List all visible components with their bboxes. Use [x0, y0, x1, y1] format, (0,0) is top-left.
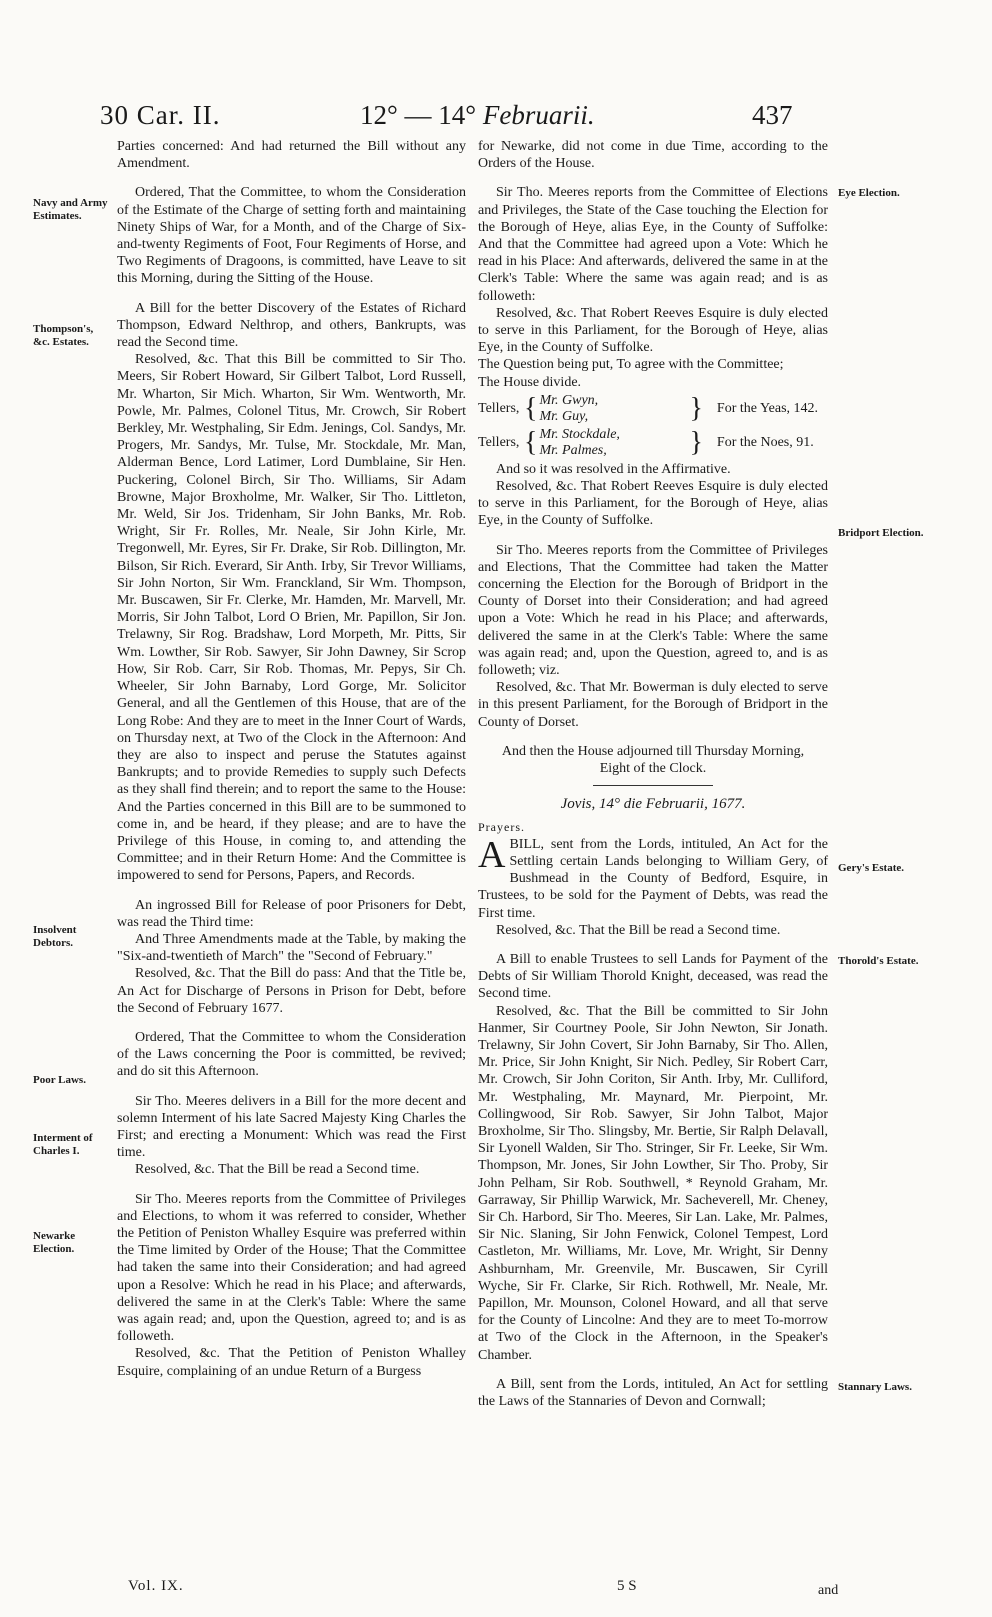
side-note-poor: Poor Laws.	[33, 1074, 86, 1086]
teller: Mr. Stockdale,	[539, 426, 620, 442]
signature-mark: 5 S	[617, 1578, 637, 1594]
paragraph: Resolved, &c. That the Petition of Peniston Whalley Esquire, complaining of an undue Return of a Burgess	[117, 1346, 466, 1379]
right-brace-icon: }	[689, 392, 703, 424]
left-column	[117, 138, 466, 1380]
paragraph: Resolved, &c. That the Bill be read a Second time.	[496, 922, 781, 938]
tellers-noes	[478, 427, 828, 459]
side-note-thorold: Thorold's Estate.	[838, 955, 919, 967]
paragraph: The House divide.	[478, 374, 582, 390]
side-note-eye: Eye Election.	[838, 187, 900, 199]
paragraph: And so it was resolved in the Affirmative.	[496, 461, 731, 477]
paragraph: Ordered, That the Committee, to whom the Consideration of the Estimate of the Charge of setting forth and maintaining Ninety Ships of War, for a Month, and of the Charge of Six-and-twenty Regiments of Foot, Four Regiments of Horse, and Two Regiments of Dragoons, is committed, have Leave to sit this Morning, during the Sitting of the House.	[117, 185, 466, 287]
prayers-heading: Prayers.	[478, 819, 525, 834]
paragraph: And Three Amendments made at the Table, by making the "Six-and-twentieth of March" the "Second of February."	[117, 931, 466, 965]
side-note-navy: Navy and Army Estimates.	[33, 197, 108, 222]
paragraph: for Newarke, did not come in due Time, according to the Orders of the House.	[478, 139, 828, 172]
paragraph: The Question being put, To agree with the Committee;	[478, 357, 784, 373]
volume-label: Vol. IX.	[128, 1578, 184, 1594]
paragraph: Sir Tho. Meeres reports from the Committee of Elections and Privileges, the State of the Case touching the Election for the Borough of Heye, alias Eye, in the County of Suffolke: And that the Committee had agreed upon a Vote: Which he read in his Place: And afterwards, delivered the same in at the Clerk's Table: Where the same was again read; and is as followeth:	[478, 185, 828, 304]
teller: Mr. Palmes,	[539, 442, 607, 458]
paragraph: Parties concerned: And had returned the Bill without any Amendment.	[117, 139, 466, 172]
tellers-yeas	[478, 393, 828, 425]
paragraph	[478, 833, 828, 922]
yeas-count: For the Yeas, 142.	[716, 401, 819, 417]
paragraph: An ingrossed Bill for Release of poor Prisoners for Debt, was read the Third time:	[117, 897, 466, 930]
paragraph: A Bill, sent from the Lords, intituled, An Act for settling the Laws of the Stannaries of Devon and Cornwall;	[478, 1376, 828, 1409]
header-dates	[360, 100, 595, 131]
paragraph: Sir Tho. Meeres reports from the Committee of Privileges and Elections, to whom it was referred to consider, Whether the Petition of Peniston Whalley Esquire was preferred within the Time limited by Order of the House; That the Committee had taken the same into their Consideration; and had agreed upon a Resolve: Which he read in his Place; and afterwards, delivered the same in at the Clerk's Table: Where the same was again read; and, upon the Question, agreed to; and is as followeth.	[117, 1191, 466, 1345]
side-note-bridport: Bridport Election.	[838, 527, 924, 539]
paragraph: Resolved, &c. That Mr. Bowerman is duly elected to serve in this present Parliament, for the Borough of Bridport in the County of Dorset.	[478, 680, 828, 730]
divider	[593, 785, 713, 786]
side-note-gery: Gery's Estate.	[838, 862, 904, 874]
teller-names	[539, 393, 689, 425]
paragraph: Resolved, &c. That Robert Reeves Esquire is duly elected to serve in this Parliament, for the Borough of Heye, alias Eye, in the County of Suffolke.	[478, 479, 828, 529]
noes-count: For the Noes, 91.	[716, 435, 814, 451]
left-brace-icon: {	[524, 426, 538, 458]
regnal-year: 30 Car. II.	[100, 100, 221, 130]
tellers-label: Tellers,	[478, 435, 520, 451]
page-number: 437	[752, 100, 793, 130]
left-brace-icon: {	[524, 392, 538, 424]
adjournment: And then the House adjourned till Thursday Morning, Eight of the Clock.	[501, 743, 805, 777]
paragraph: Resolved, &c. That the Bill be committed to Sir John Hanmer, Sir Courtney Poole, Sir John Newton, Sir Jonath. Trelawny, Sir John Covert, Sir John Barnaby, Sir Tho. Allen, Mr. Price, Sir John Knight, Sir Nich. Pedley, Sir Robert Carr, Mr. Crowch, Sir John Coriton, Sir Anth. Irby, Mr. Culliford, Mr. Westphaling, Mr. Maynard, Mr. Pierpoint, Mr. Collingwood, Sir Rob. Sawyer, Sir John Talbot, Major Broxholme, Sir Tho. Slingsby, Mr. Bertie, Sir Ralph Delavall, Sir Lyonell Walden, Sir Tho. Stringer, Sir Fr. Leeke, Sir Wm. Thompson, Mr. Jones, Sir John Lowther, Sir Tho. Proby, Sir John Pelham, Sir Rob. Southwell, * Reynold Graham, Mr. Garraway, Sir Phillip Warwick, Mr. Sacheverell, Mr. Cheney, Sir Ch. Harbord, Sir Tho. Meeres, Sir Lan. Lake, Mr. Palmes, Sir Nic. Slaning, Sir John Fenwick, Colonel Tempest, Lord Castleton, Mr. Williams, Mr. Love, Mr. Wright, Sir Denny Ashburnham, Mr. Greenvile, Mr. Buscawen, Sir Cyrill Wyche, Sir Fr. Clarke, Sir Rich. Rothwell, Mr. Neale, Mr. Papillon, Mr. Mounson, Colonel Howard, and all that serve for the County of Lincolne: And they are to meet To-morrow at Two of the Clock in the Afternoon, in the Speaker's Chamber.	[478, 1003, 828, 1363]
side-note-insolvent: Insolvent Debtors.	[33, 924, 77, 949]
paragraph: Resolved, &c. That the Bill be read a Second time.	[135, 1162, 420, 1178]
teller-names	[539, 427, 689, 459]
side-note-newarke: Newarke Election.	[33, 1230, 76, 1255]
side-note-interment: Interment of Charles I.	[33, 1132, 93, 1157]
paragraph: Resolved, &c. That Robert Reeves Esquire is duly elected to serve in this Parliament, for the Borough of Heye, alias Eye, in the County of Suffolke.	[478, 305, 828, 356]
date-range: 12° — 14°	[360, 100, 477, 130]
month: Februarii.	[482, 100, 595, 130]
day-heading: Jovis, 14° die Februarii, 1677.	[560, 796, 746, 813]
paragraph: A Bill to enable Trustees to sell Lands for Payment of the Debts of Sir William Thorold Knight, deceased, was read the Second time.	[478, 951, 828, 1002]
paragraph: Ordered, That the Committee to whom the Consideration of the Laws concerning the Poor is committed, be revived; and do sit this Afternoon.	[117, 1029, 466, 1080]
paragraph-text: BILL, sent from the Lords, intituled, An Act for the Settling certain Lands belonging to William Gery, of Bushmead in the County of Bedford, Esquire, in Trustees, to be sold for the Payment of Debts, was read the First time.	[478, 836, 828, 921]
right-column	[478, 138, 828, 1410]
right-brace-icon: }	[689, 426, 703, 458]
tellers-label: Tellers,	[478, 401, 520, 417]
paragraph: Resolved, &c. That this Bill be committed to Sir Tho. Meers, Sir Robert Howard, Sir Gilbert Talbot, Lord Russell, Mr. Wharton, Sir Mich. Wharton, Sir Wm. Wentworth, Mr. Powle, Mr. Palmes, Colonel Titus, Mr. Crowch, Sir Robert Berkley, Mr. Westphaling, Sir Edm. Jenings, Col. Sandys, Mr. Progers, Mr. Sandys, Mr. Tulse, Mr. Stockdale, Mr. Man, Alderman Bence, Lord Latimer, Lord Dumblaine, Sir Hen. Puckering, Colonel Birch, Sir Tho. Williams, Sir Adam Browne, Major Broxholme, Mr. Walker, Sir Tho. Littleton, Mr. Weld, Sir Jos. Tridenham, Sir John Banks, Mr. Rob. Wright, Sir Fr. Rolles, Mr. Neale, Sir John Kirle, Mr. Tregonwell, Mr. Eyres, Sir Fr. Drake, Sir Rob. Dillington, Mr. Bilson, Sir Rich. Everard, Sir Anth. Irby, Sir Trevor Williams, Sir John Norton, Sir Wm. Franckland, Sir Wm. Thompson, Mr. Buscawen, Sir Fr. Clerke, Mr. Hamden, Mr. Marvell, Mr. Morris, Sir John Talbot, Lord O Brien, Mr. Papillon, Sir Jon. Trelawny, Sir Rog. Bradshaw, Lord Morpeth, Mr. Pitts, Sir Wm. Lowther, Sir Rob. Sawyer, Sir John Dawney, Sir Scrop How, Sir Rob. Carr, Sir Rob. Thomas, Mr. Pepys, Sir Ch. Wheeler, Sir John Barnaby, Lord Gorge, Mr. Solicitor General, and all the Gentlemen of this House, that are of the Long Robe: And they are to meet in the Inner Court of Wards, on Thursday next, at Two of the Clock in the Afternoon: And they are also to inspect and peruse the Statutes against Bankrupts; and to provide Remedies to supply such Defects as they shall find therein; and to report the same to the House: And the Parties concerned in this Bill are to be summoned to come in, and be heard, if they please; and are to have the Privilege of this House, in coming to, and attending the Committee; and in their Return Home: And the Committee is impowered to send for Persons, Papers, and Records.	[117, 352, 466, 884]
side-note-stannary: Stannary Laws.	[838, 1381, 912, 1393]
side-note-thompson: Thompson's, &c. Estates.	[33, 323, 94, 348]
paragraph: Resolved, &c. That the Bill do pass: And that the Title be, An Act for Discharge of Persons in Prison for Debt, before the Second of February 1677.	[117, 966, 466, 1016]
paragraph: Sir Tho. Meeres delivers in a Bill for the more decent and solemn Interment of his late Sacred Majesty King Charles the First; and erecting a Monument: Which was read the First time.	[117, 1093, 466, 1161]
teller: Mr. Gwyn,	[539, 392, 599, 408]
drop-cap: A	[478, 833, 506, 876]
catchword: and	[818, 1583, 839, 1598]
paragraph: A Bill for the better Discovery of the Estates of Richard Thompson, Edward Nelthrop, and others, Bankrupts, was read the Second time.	[117, 300, 466, 351]
teller: Mr. Guy,	[539, 408, 589, 424]
paragraph: Sir Tho. Meeres reports from the Committee of Privileges and Elections, That the Committee had taken the Matter concerning the Election for the Borough of Bridport in the County of Dorset into their Consideration; and had agreed upon a Vote: Which he read in his Place; and afterwards, delivered the same in at the Clerk's Table: Where the same was again read; and, upon the Question, agreed to, and is as followeth; viz.	[478, 542, 828, 679]
